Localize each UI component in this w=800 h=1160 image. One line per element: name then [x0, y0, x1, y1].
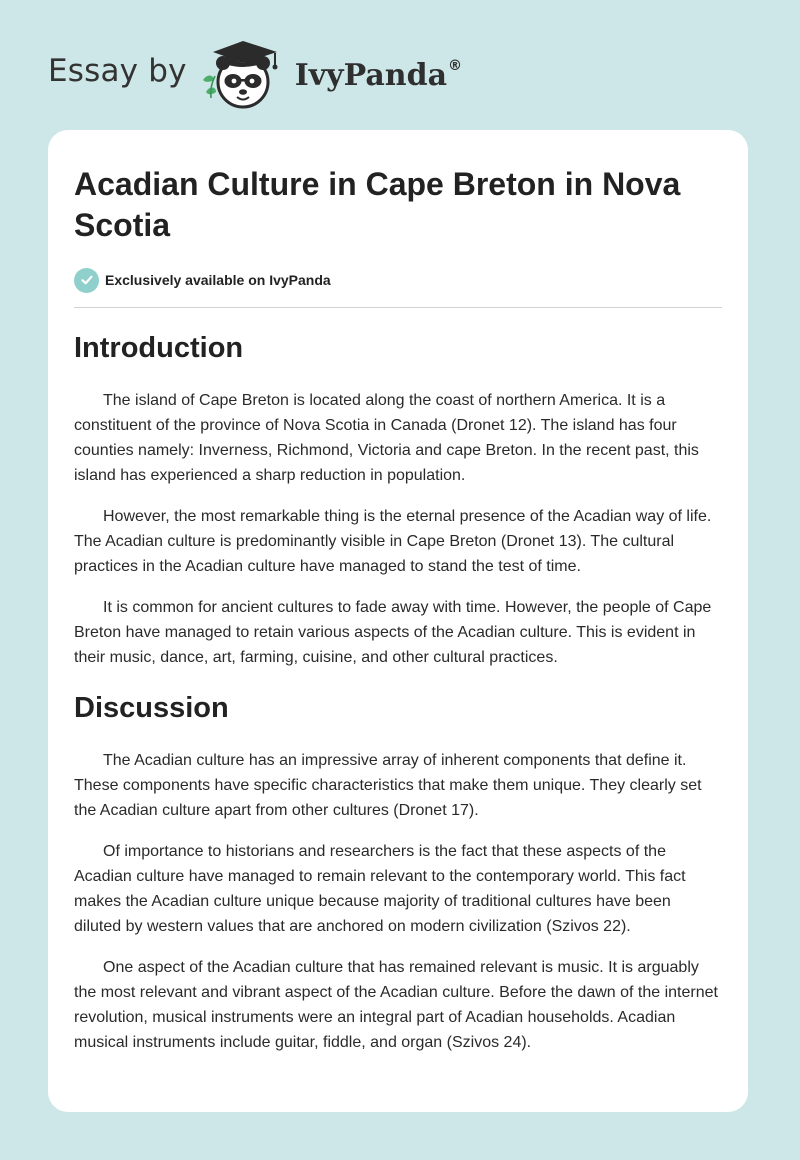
section-heading-introduction: Introduction	[74, 332, 244, 364]
section-heading-discussion: Discussion	[74, 692, 229, 724]
brand-header[interactable]	[48, 36, 462, 112]
check-badge-icon	[74, 268, 99, 293]
title-divider	[74, 307, 722, 308]
exclusive-badge	[74, 267, 722, 293]
essay-title: Acadian Culture in Cape Breton in Nova Scotia	[74, 166, 681, 243]
paragraph: It is common for ancient cultures to fade away with time. However, the people of Cape Breton have managed to retain various aspects of the Acadian culture. This is evident in their music, dance, art, farming, cuisine, and other cultural practices.	[74, 599, 712, 666]
essay-card	[48, 130, 748, 1112]
exclusive-label: Exclusively available on IvyPanda	[105, 272, 331, 288]
paragraph: The Acadian culture has an impressive array of inherent components that define it. These components have specific characteristics that make them unique. They clearly set the Acadian culture apart from other cultures (Dronet 17).	[74, 752, 702, 819]
paragraph: However, the most remarkable thing is the eternal presence of the Acadian way of life. The Acadian culture is predominantly visible in Cape Breton (Dronet 13). The cultural practices in the Acadian culture have managed to stand the test of time.	[74, 508, 712, 575]
paragraph: One aspect of the Acadian culture that has remained relevant is music. It is arguably the most relevant and vibrant aspect of the Acadian culture. Before the dawn of the internet revolution, musical instruments were an integral part of Acadian households. Acadian musical instruments include guitar, fiddle, and organ (Szivos 24).	[74, 959, 718, 1051]
panda-graduate-logo-icon	[197, 36, 293, 112]
checkmark-icon	[80, 273, 94, 287]
paragraph: The island of Cape Breton is located along the coast of northern America. It is a constituent of the province of Nova Scotia in Canada (Dronet 12). The island has four counties namely: Inverness, Richmond, Victoria and cape Breton. In the recent past, this island has experienced a sharp reduction in population.	[74, 392, 699, 484]
registered-mark: ®	[448, 57, 463, 74]
paragraph: Of importance to historians and researchers is the fact that these aspects of the Acadian culture have managed to remain relevant to the contemporary world. This fact makes the Acadian culture unique because majority of traditional cultures have been diluted by western values that are anchored on modern civilization (Szivos 22).	[74, 843, 686, 935]
brand-prefix: Essay by	[48, 53, 187, 89]
brand-name: IvyPanda®	[294, 57, 463, 93]
